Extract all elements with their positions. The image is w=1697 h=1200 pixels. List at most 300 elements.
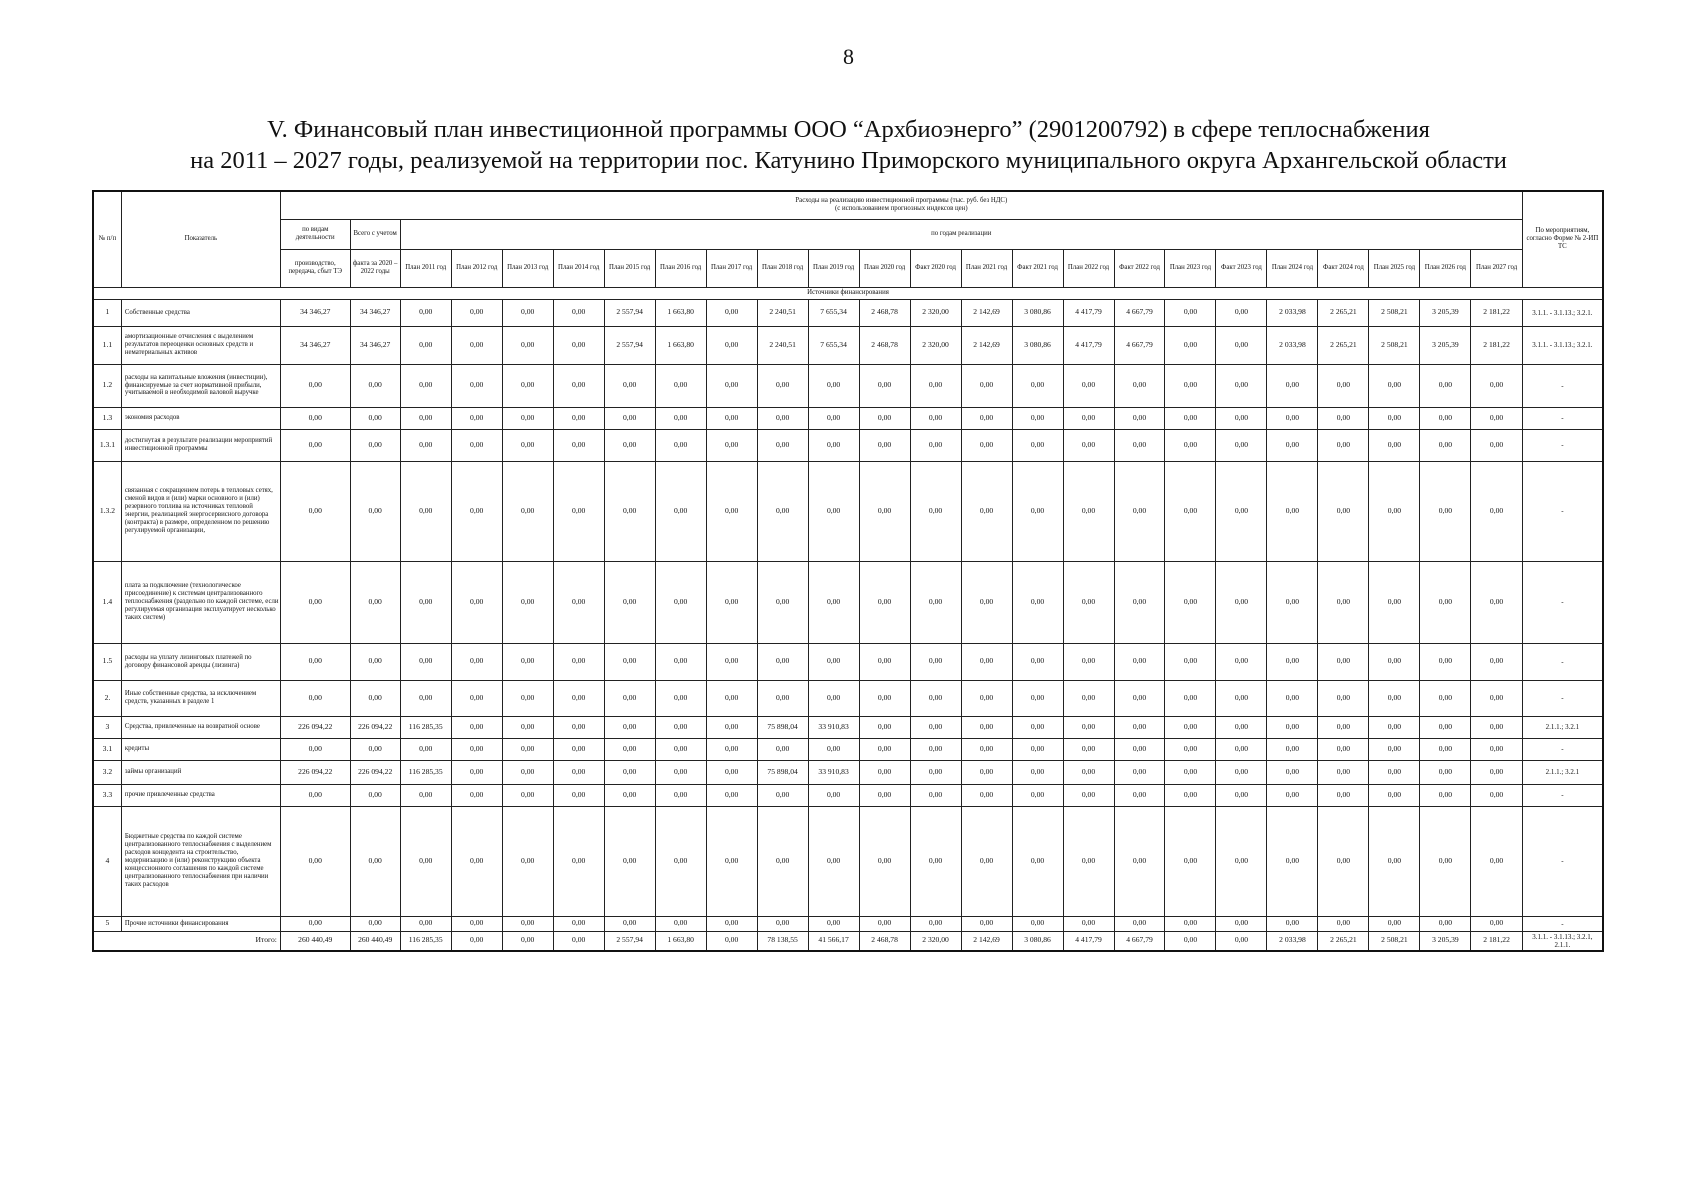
row-year-value: 0,00 bbox=[655, 760, 706, 784]
row-label: расходы на капитальные вложения (инвестиции), финансируемые за счет нормативной прибыли, учитываемой в необходимой валовой выручке bbox=[121, 364, 280, 407]
row-year-value: 0,00 bbox=[961, 738, 1012, 760]
row-year-value: 0,00 bbox=[1369, 429, 1420, 461]
row-year-value: 0,00 bbox=[1114, 429, 1165, 461]
row-total-value: 34 346,27 bbox=[350, 299, 400, 326]
row-year-value: 75 898,04 bbox=[757, 760, 808, 784]
row-year-value: 4 417,79 bbox=[1063, 326, 1114, 364]
row-year-value: 0,00 bbox=[502, 299, 553, 326]
header-year-col: План 2013 год bbox=[502, 249, 553, 287]
row-year-value: 0,00 bbox=[1318, 760, 1369, 784]
row-total-value: 0,00 bbox=[350, 429, 400, 461]
row-year-value: 3 205,39 bbox=[1420, 299, 1471, 326]
row-year-value: 0,00 bbox=[1369, 461, 1420, 561]
total-total-value: 260 440,49 bbox=[350, 931, 400, 951]
row-year-value: 0,00 bbox=[451, 299, 502, 326]
row-year-value: 0,00 bbox=[400, 738, 451, 760]
row-year-value: 0,00 bbox=[808, 461, 859, 561]
row-number: 3.3 bbox=[93, 784, 121, 806]
header-total-sub: факта за 2020 – 2022 годы bbox=[350, 249, 400, 287]
row-year-value: 0,00 bbox=[910, 760, 961, 784]
row-year-value: 0,00 bbox=[1420, 461, 1471, 561]
row-year-value: 0,00 bbox=[604, 716, 655, 738]
row-number: 1.5 bbox=[93, 643, 121, 680]
row-year-value: 0,00 bbox=[757, 680, 808, 716]
row-year-value: 0,00 bbox=[502, 716, 553, 738]
row-year-value: 0,00 bbox=[1420, 680, 1471, 716]
row-year-value: 0,00 bbox=[502, 364, 553, 407]
row-activity-value: 0,00 bbox=[280, 916, 350, 931]
financial-plan-table bbox=[92, 190, 1604, 952]
header-year-col: План 2011 год bbox=[400, 249, 451, 287]
row-number: 1.1 bbox=[93, 326, 121, 364]
row-total-value: 0,00 bbox=[350, 561, 400, 643]
document-title bbox=[0, 114, 1697, 176]
total-year-value: 2 320,00 bbox=[910, 931, 961, 951]
row-year-value: 2 508,21 bbox=[1369, 299, 1420, 326]
row-year-value: 0,00 bbox=[859, 364, 910, 407]
row-label: плата за подключение (технологическое присоединение) к системам централизованного теплоснабжения (раздельно по каждой системе, если регулируемая организация эксплуатирует несколько таких систем) bbox=[121, 561, 280, 643]
row-activity-value: 226 094,22 bbox=[280, 760, 350, 784]
total-year-value: 0,00 bbox=[502, 931, 553, 951]
row-year-value: 7 655,34 bbox=[808, 326, 859, 364]
total-year-value: 2 265,21 bbox=[1318, 931, 1369, 951]
row-year-value: 0,00 bbox=[808, 407, 859, 429]
header-year-col: Факт 2022 год bbox=[1114, 249, 1165, 287]
row-year-value: 0,00 bbox=[910, 806, 961, 916]
row-year-value: 0,00 bbox=[1012, 429, 1063, 461]
row-year-value: 0,00 bbox=[757, 916, 808, 931]
row-year-value: 0,00 bbox=[1012, 784, 1063, 806]
row-year-value: 0,00 bbox=[1216, 407, 1267, 429]
row-year-value: 0,00 bbox=[961, 760, 1012, 784]
row-number: 1.2 bbox=[93, 364, 121, 407]
row-year-value: 0,00 bbox=[1114, 364, 1165, 407]
row-year-value: 0,00 bbox=[961, 680, 1012, 716]
row-year-value: 0,00 bbox=[1165, 461, 1216, 561]
total-year-value: 0,00 bbox=[1216, 931, 1267, 951]
row-year-value: 0,00 bbox=[1165, 299, 1216, 326]
row-year-value: 0,00 bbox=[1318, 784, 1369, 806]
row-year-value: 0,00 bbox=[706, 680, 757, 716]
row-year-value: 0,00 bbox=[553, 364, 604, 407]
header-year-col: План 2016 год bbox=[655, 249, 706, 287]
row-year-value: 0,00 bbox=[1267, 916, 1318, 931]
row-year-value: 0,00 bbox=[808, 364, 859, 407]
row-measure-ref: - bbox=[1522, 916, 1603, 931]
row-measure-ref: - bbox=[1522, 784, 1603, 806]
row-year-value: 33 910,83 bbox=[808, 760, 859, 784]
row-year-value: 0,00 bbox=[1369, 364, 1420, 407]
row-label: Бюджетные средства по каждой системе централизованного теплоснабжения с выделением расходов концедента на строительство, модернизацию и (или) реконструкцию объекта концессионного соглашения по каждой системе централизованного теплоснабжения при наличии таких расходов bbox=[121, 806, 280, 916]
total-label: Итого: bbox=[93, 931, 280, 951]
row-year-value: 0,00 bbox=[1012, 716, 1063, 738]
row-year-value: 0,00 bbox=[655, 784, 706, 806]
row-label: расходы на уплату лизинговых платежей по договору финансовой аренды (лизинга) bbox=[121, 643, 280, 680]
row-activity-value: 0,00 bbox=[280, 806, 350, 916]
row-total-value: 0,00 bbox=[350, 364, 400, 407]
row-measure-ref: 3.1.1. - 3.1.13.; 3.2.1. bbox=[1522, 326, 1603, 364]
row-year-value: 0,00 bbox=[604, 680, 655, 716]
row-activity-value: 0,00 bbox=[280, 680, 350, 716]
row-year-value: 0,00 bbox=[1267, 561, 1318, 643]
row-activity-value: 0,00 bbox=[280, 364, 350, 407]
row-year-value: 2 468,78 bbox=[859, 326, 910, 364]
row-year-value: 0,00 bbox=[655, 806, 706, 916]
row-year-value: 0,00 bbox=[1165, 738, 1216, 760]
header-year-col: План 2015 год bbox=[604, 249, 655, 287]
row-year-value: 2 265,21 bbox=[1318, 299, 1369, 326]
row-year-value: 0,00 bbox=[1267, 461, 1318, 561]
total-year-value: 2 181,22 bbox=[1471, 931, 1522, 951]
row-year-value: 0,00 bbox=[604, 738, 655, 760]
row-year-value: 0,00 bbox=[1012, 461, 1063, 561]
row-year-value: 0,00 bbox=[808, 561, 859, 643]
row-label: связанная с сокращением потерь в тепловых сетях, сменой видов и (или) марки основного и (или) резервного топлива на источниках тепловой энергии, реализацией энергосервисного договора (контракта) в размере, определенном по решению регулируемой организации, bbox=[121, 461, 280, 561]
financial-plan-table-wrapper bbox=[92, 190, 1604, 952]
row-year-value: 0,00 bbox=[604, 429, 655, 461]
row-year-value: 0,00 bbox=[1216, 326, 1267, 364]
row-year-value: 0,00 bbox=[553, 738, 604, 760]
row-year-value: 0,00 bbox=[604, 643, 655, 680]
row-year-value: 0,00 bbox=[1318, 561, 1369, 643]
row-year-value: 2 142,69 bbox=[961, 326, 1012, 364]
row-year-value: 0,00 bbox=[1063, 364, 1114, 407]
row-year-value: 0,00 bbox=[400, 643, 451, 680]
table-row bbox=[93, 364, 1603, 407]
row-year-value: 0,00 bbox=[451, 716, 502, 738]
page-number: 8 bbox=[843, 44, 854, 69]
row-year-value: 2 240,51 bbox=[757, 326, 808, 364]
row-year-value: 0,00 bbox=[1216, 916, 1267, 931]
row-year-value: 0,00 bbox=[1012, 407, 1063, 429]
row-year-value: 0,00 bbox=[1165, 680, 1216, 716]
header-year-col: Факт 2023 год bbox=[1216, 249, 1267, 287]
row-year-value: 0,00 bbox=[502, 461, 553, 561]
row-year-value: 0,00 bbox=[604, 784, 655, 806]
row-year-value: 0,00 bbox=[1267, 680, 1318, 716]
row-year-value: 0,00 bbox=[553, 806, 604, 916]
row-year-value: 0,00 bbox=[757, 784, 808, 806]
row-year-value: 0,00 bbox=[1267, 738, 1318, 760]
table-row bbox=[93, 461, 1603, 561]
row-year-value: 0,00 bbox=[1114, 680, 1165, 716]
row-year-value: 0,00 bbox=[1420, 916, 1471, 931]
row-year-value: 0,00 bbox=[1369, 407, 1420, 429]
row-year-value: 0,00 bbox=[706, 738, 757, 760]
row-year-value: 0,00 bbox=[400, 806, 451, 916]
row-year-value: 3 205,39 bbox=[1420, 326, 1471, 364]
row-year-value: 0,00 bbox=[502, 784, 553, 806]
row-year-value: 3 080,86 bbox=[1012, 326, 1063, 364]
total-year-value: 41 566,17 bbox=[808, 931, 859, 951]
row-year-value: 0,00 bbox=[1114, 643, 1165, 680]
row-activity-value: 0,00 bbox=[280, 461, 350, 561]
row-year-value: 0,00 bbox=[961, 806, 1012, 916]
row-year-value: 0,00 bbox=[655, 716, 706, 738]
row-total-value: 0,00 bbox=[350, 784, 400, 806]
row-year-value: 0,00 bbox=[553, 429, 604, 461]
header-by-years: по годам реализации bbox=[400, 219, 1522, 249]
header-expenses-title: Расходы на реализацию инвестиционной программы (тыс. руб. без НДС) bbox=[795, 197, 1008, 205]
row-year-value: 0,00 bbox=[910, 561, 961, 643]
row-year-value: 0,00 bbox=[400, 299, 451, 326]
row-year-value: 0,00 bbox=[910, 916, 961, 931]
row-year-value: 0,00 bbox=[1114, 784, 1165, 806]
row-year-value: 0,00 bbox=[1267, 806, 1318, 916]
row-year-value: 0,00 bbox=[910, 407, 961, 429]
row-year-value: 0,00 bbox=[706, 407, 757, 429]
header-year-col: План 2018 год bbox=[757, 249, 808, 287]
row-year-value: 0,00 bbox=[1063, 643, 1114, 680]
row-year-value: 0,00 bbox=[1063, 738, 1114, 760]
header-year-col: План 2023 год bbox=[1165, 249, 1216, 287]
row-year-value: 0,00 bbox=[706, 716, 757, 738]
row-year-value: 0,00 bbox=[1420, 407, 1471, 429]
row-year-value: 0,00 bbox=[961, 429, 1012, 461]
row-measure-ref: - bbox=[1522, 806, 1603, 916]
table-row bbox=[93, 806, 1603, 916]
row-year-value: 2 468,78 bbox=[859, 299, 910, 326]
row-total-value: 0,00 bbox=[350, 738, 400, 760]
row-year-value: 2 320,00 bbox=[910, 299, 961, 326]
row-activity-value: 34 346,27 bbox=[280, 299, 350, 326]
row-number: 1.3.1 bbox=[93, 429, 121, 461]
header-year-col: План 2025 год bbox=[1369, 249, 1420, 287]
row-year-value: 3 080,86 bbox=[1012, 299, 1063, 326]
row-year-value: 7 655,34 bbox=[808, 299, 859, 326]
row-year-value: 0,00 bbox=[604, 806, 655, 916]
row-year-value: 0,00 bbox=[1369, 643, 1420, 680]
row-year-value: 0,00 bbox=[451, 429, 502, 461]
row-year-value: 0,00 bbox=[1267, 760, 1318, 784]
row-year-value: 0,00 bbox=[1216, 716, 1267, 738]
row-year-value: 75 898,04 bbox=[757, 716, 808, 738]
row-year-value: 0,00 bbox=[1012, 364, 1063, 407]
row-year-value: 2 265,21 bbox=[1318, 326, 1369, 364]
row-label: кредиты bbox=[121, 738, 280, 760]
row-year-value: 0,00 bbox=[706, 299, 757, 326]
row-year-value: 0,00 bbox=[1216, 784, 1267, 806]
row-year-value: 0,00 bbox=[1471, 760, 1522, 784]
header-expenses-subtitle: (с использованием прогнозных индексов цен) bbox=[835, 205, 968, 213]
row-year-value: 0,00 bbox=[553, 326, 604, 364]
row-year-value: 0,00 bbox=[1471, 680, 1522, 716]
row-year-value: 0,00 bbox=[1267, 407, 1318, 429]
row-year-value: 0,00 bbox=[1063, 716, 1114, 738]
row-total-value: 34 346,27 bbox=[350, 326, 400, 364]
row-year-value: 0,00 bbox=[1420, 760, 1471, 784]
row-year-value: 0,00 bbox=[451, 806, 502, 916]
row-year-value: 0,00 bbox=[757, 561, 808, 643]
row-number: 5 bbox=[93, 916, 121, 931]
header-year-col: План 2027 год bbox=[1471, 249, 1522, 287]
table-row bbox=[93, 716, 1603, 738]
row-number: 1.3.2 bbox=[93, 461, 121, 561]
row-year-value: 0,00 bbox=[706, 326, 757, 364]
row-year-value: 0,00 bbox=[859, 716, 910, 738]
total-year-value: 116 285,35 bbox=[400, 931, 451, 951]
row-year-value: 2 320,00 bbox=[910, 326, 961, 364]
row-year-value: 0,00 bbox=[451, 916, 502, 931]
row-year-value: 0,00 bbox=[706, 916, 757, 931]
row-year-value: 0,00 bbox=[1318, 738, 1369, 760]
row-year-value: 0,00 bbox=[1165, 429, 1216, 461]
row-year-value: 0,00 bbox=[1318, 364, 1369, 407]
row-year-value: 0,00 bbox=[1420, 784, 1471, 806]
row-year-value: 0,00 bbox=[1420, 561, 1471, 643]
row-year-value: 0,00 bbox=[400, 561, 451, 643]
total-year-value: 0,00 bbox=[1165, 931, 1216, 951]
row-year-value: 0,00 bbox=[1471, 461, 1522, 561]
row-year-value: 0,00 bbox=[706, 760, 757, 784]
row-year-value: 0,00 bbox=[1165, 643, 1216, 680]
row-year-value: 2 181,22 bbox=[1471, 326, 1522, 364]
header-by-activity: по видам деятельности bbox=[280, 219, 350, 249]
row-year-value: 0,00 bbox=[910, 643, 961, 680]
row-year-value: 0,00 bbox=[1420, 429, 1471, 461]
row-year-value: 0,00 bbox=[1471, 716, 1522, 738]
row-measure-ref: 3.1.1. - 3.1.13.; 3.2.1. bbox=[1522, 299, 1603, 326]
total-year-value: 2 508,21 bbox=[1369, 931, 1420, 951]
row-measure-ref: 2.1.1.; 3.2.1 bbox=[1522, 760, 1603, 784]
row-label: прочие привлеченные средства bbox=[121, 784, 280, 806]
row-year-value: 0,00 bbox=[655, 738, 706, 760]
row-year-value: 0,00 bbox=[604, 407, 655, 429]
row-year-value: 33 910,83 bbox=[808, 716, 859, 738]
row-number: 1 bbox=[93, 299, 121, 326]
row-measure-ref: - bbox=[1522, 407, 1603, 429]
row-year-value: 0,00 bbox=[655, 429, 706, 461]
row-total-value: 0,00 bbox=[350, 680, 400, 716]
header-year-col: Факт 2020 год bbox=[910, 249, 961, 287]
row-year-value: 0,00 bbox=[451, 326, 502, 364]
row-year-value: 0,00 bbox=[502, 561, 553, 643]
row-year-value: 0,00 bbox=[1216, 643, 1267, 680]
row-year-value: 0,00 bbox=[1012, 738, 1063, 760]
row-year-value: 0,00 bbox=[553, 784, 604, 806]
row-year-value: 0,00 bbox=[1369, 760, 1420, 784]
row-year-value: 2 557,94 bbox=[604, 326, 655, 364]
row-year-value: 0,00 bbox=[1471, 407, 1522, 429]
row-year-value: 0,00 bbox=[1369, 680, 1420, 716]
row-year-value: 0,00 bbox=[502, 326, 553, 364]
row-year-value: 0,00 bbox=[1369, 806, 1420, 916]
row-year-value: 0,00 bbox=[451, 561, 502, 643]
row-year-value: 0,00 bbox=[1165, 806, 1216, 916]
row-year-value: 0,00 bbox=[604, 461, 655, 561]
row-year-value: 0,00 bbox=[757, 364, 808, 407]
row-year-value: 0,00 bbox=[1318, 806, 1369, 916]
row-year-value: 0,00 bbox=[451, 680, 502, 716]
row-year-value: 0,00 bbox=[1114, 806, 1165, 916]
row-year-value: 0,00 bbox=[1267, 784, 1318, 806]
row-year-value: 0,00 bbox=[910, 716, 961, 738]
table-row bbox=[93, 916, 1603, 931]
row-year-value: 0,00 bbox=[553, 407, 604, 429]
row-year-value: 0,00 bbox=[1114, 461, 1165, 561]
row-year-value: 116 285,35 bbox=[400, 716, 451, 738]
row-year-value: 0,00 bbox=[757, 738, 808, 760]
row-year-value: 0,00 bbox=[706, 806, 757, 916]
row-year-value: 0,00 bbox=[1012, 760, 1063, 784]
row-year-value: 0,00 bbox=[451, 738, 502, 760]
row-year-value: 0,00 bbox=[1318, 916, 1369, 931]
row-year-value: 0,00 bbox=[1063, 561, 1114, 643]
header-year-col: План 2017 год bbox=[706, 249, 757, 287]
header-total-with-fact: Всего с учетом bbox=[350, 219, 400, 249]
total-year-value: 4 667,79 bbox=[1114, 931, 1165, 951]
row-year-value: 0,00 bbox=[1114, 916, 1165, 931]
row-label: достигнутая в результате реализации мероприятий инвестиционной программы bbox=[121, 429, 280, 461]
row-year-value: 0,00 bbox=[502, 407, 553, 429]
header-year-col: План 2014 год bbox=[553, 249, 604, 287]
row-year-value: 0,00 bbox=[553, 760, 604, 784]
row-year-value: 0,00 bbox=[604, 364, 655, 407]
row-year-value: 1 663,80 bbox=[655, 299, 706, 326]
row-year-value: 0,00 bbox=[1114, 407, 1165, 429]
row-total-value: 0,00 bbox=[350, 916, 400, 931]
row-year-value: 0,00 bbox=[757, 407, 808, 429]
row-year-value: 0,00 bbox=[1267, 643, 1318, 680]
row-year-value: 0,00 bbox=[1114, 738, 1165, 760]
row-year-value: 0,00 bbox=[1165, 407, 1216, 429]
row-year-value: 0,00 bbox=[655, 643, 706, 680]
row-year-value: 0,00 bbox=[1063, 916, 1114, 931]
row-year-value: 0,00 bbox=[400, 784, 451, 806]
row-year-value: 0,00 bbox=[400, 429, 451, 461]
row-year-value: 0,00 bbox=[961, 716, 1012, 738]
row-year-value: 0,00 bbox=[400, 461, 451, 561]
row-measure-ref: - bbox=[1522, 429, 1603, 461]
table-row bbox=[93, 680, 1603, 716]
row-label: амортизационные отчисления с выделением результатов переоценки основных средств и нематериальных активов bbox=[121, 326, 280, 364]
row-year-value: 0,00 bbox=[1012, 680, 1063, 716]
row-year-value: 0,00 bbox=[706, 364, 757, 407]
row-year-value: 0,00 bbox=[1420, 738, 1471, 760]
row-year-value: 0,00 bbox=[1063, 429, 1114, 461]
row-year-value: 0,00 bbox=[1165, 916, 1216, 931]
row-year-value: 0,00 bbox=[1063, 806, 1114, 916]
table-row bbox=[93, 299, 1603, 326]
row-year-value: 0,00 bbox=[1216, 429, 1267, 461]
row-year-value: 2 033,98 bbox=[1267, 326, 1318, 364]
row-year-value: 0,00 bbox=[502, 643, 553, 680]
row-activity-value: 226 094,22 bbox=[280, 716, 350, 738]
row-number: 3.1 bbox=[93, 738, 121, 760]
header-year-col: План 2022 год bbox=[1063, 249, 1114, 287]
row-year-value: 0,00 bbox=[757, 429, 808, 461]
row-year-value: 0,00 bbox=[655, 561, 706, 643]
row-year-value: 0,00 bbox=[553, 643, 604, 680]
row-year-value: 0,00 bbox=[1369, 738, 1420, 760]
row-year-value: 0,00 bbox=[1165, 784, 1216, 806]
row-year-value: 0,00 bbox=[706, 561, 757, 643]
row-year-value: 0,00 bbox=[808, 680, 859, 716]
row-number: 2. bbox=[93, 680, 121, 716]
row-year-value: 0,00 bbox=[1318, 680, 1369, 716]
row-total-value: 0,00 bbox=[350, 461, 400, 561]
row-year-value: 0,00 bbox=[553, 680, 604, 716]
row-year-value: 0,00 bbox=[1165, 561, 1216, 643]
row-year-value: 0,00 bbox=[859, 784, 910, 806]
row-year-value: 0,00 bbox=[451, 461, 502, 561]
row-year-value: 0,00 bbox=[910, 429, 961, 461]
row-year-value: 0,00 bbox=[400, 916, 451, 931]
row-year-value: 4 417,79 bbox=[1063, 299, 1114, 326]
row-year-value: 0,00 bbox=[859, 806, 910, 916]
row-year-value: 0,00 bbox=[706, 784, 757, 806]
row-year-value: 0,00 bbox=[910, 364, 961, 407]
